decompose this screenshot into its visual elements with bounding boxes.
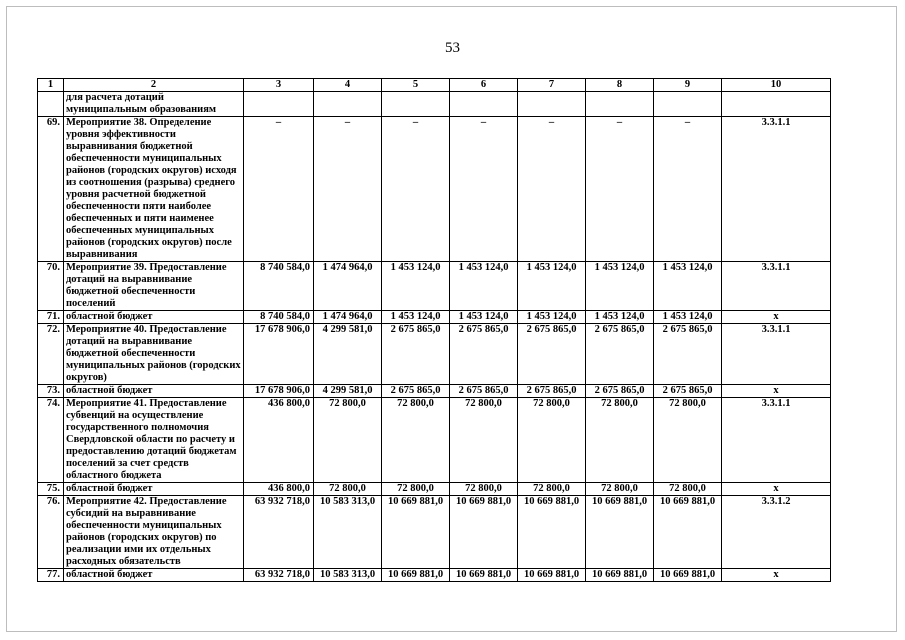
- value-cell: 2 675 865,0: [586, 385, 654, 398]
- header-cell: 4: [314, 79, 382, 92]
- value-cell: 72 800,0: [314, 483, 382, 496]
- row-name-cell: областной бюджет: [64, 483, 244, 496]
- table-row: [38, 398, 831, 483]
- value-cell: [244, 92, 314, 117]
- value-cell: 72 800,0: [654, 483, 722, 496]
- code-cell: 3.3.1.2: [722, 496, 831, 569]
- table-row: [38, 117, 831, 262]
- row-number-cell: 70.: [38, 262, 64, 311]
- value-cell: 1 453 124,0: [586, 311, 654, 324]
- value-cell: 72 800,0: [382, 398, 450, 483]
- value-cell: [518, 92, 586, 117]
- table-row: [38, 385, 831, 398]
- code-cell: x: [722, 311, 831, 324]
- value-cell: 8 740 584,0: [244, 262, 314, 311]
- header-cell: 9: [654, 79, 722, 92]
- value-cell: –: [314, 117, 382, 262]
- value-cell: –: [382, 117, 450, 262]
- row-name-cell: Мероприятие 41. Предоставление субвенций на осуществление государственного полномочия Свердловской области по расчету и предоставлению дотаций бюджетам поселений за счет средств областного бюджета: [64, 398, 244, 483]
- header-cell: 1: [38, 79, 64, 92]
- value-cell: –: [518, 117, 586, 262]
- value-cell: 72 800,0: [314, 398, 382, 483]
- table-row: [38, 262, 831, 311]
- value-cell: 1 453 124,0: [382, 262, 450, 311]
- value-cell: 72 800,0: [586, 483, 654, 496]
- value-cell: 10 669 881,0: [586, 496, 654, 569]
- header-cell: 8: [586, 79, 654, 92]
- page-number: 53: [445, 40, 460, 56]
- value-cell: 2 675 865,0: [450, 324, 518, 385]
- value-cell: 2 675 865,0: [654, 385, 722, 398]
- row-name-cell: Мероприятие 38. Определение уровня эффективности выравнивания бюджетной обеспеченности муниципальных районов (городских округов) исходя из соотношения (разрыва) среднего уровня расчетной бюджетной обеспеченности пяти наиболее обеспеченных и пяти наименее обеспеченных муниципальных районов (городских округов) после выравнивания: [64, 117, 244, 262]
- code-cell: x: [722, 385, 831, 398]
- value-cell: 10 583 313,0: [314, 496, 382, 569]
- row-name-cell: областной бюджет: [64, 385, 244, 398]
- value-cell: 1 453 124,0: [586, 262, 654, 311]
- value-cell: 4 299 581,0: [314, 324, 382, 385]
- row-number-cell: 75.: [38, 483, 64, 496]
- row-number-cell: 69.: [38, 117, 64, 262]
- value-cell: 63 932 718,0: [244, 496, 314, 569]
- header-cell: 3: [244, 79, 314, 92]
- row-name-cell: Мероприятие 40. Предоставление дотаций на выравнивание бюджетной обеспеченности муниципальных районов (городских округов): [64, 324, 244, 385]
- table-row: [38, 483, 831, 496]
- value-cell: 10 669 881,0: [586, 569, 654, 582]
- value-cell: 10 583 313,0: [314, 569, 382, 582]
- value-cell: 1 453 124,0: [654, 262, 722, 311]
- value-cell: 1 453 124,0: [654, 311, 722, 324]
- value-cell: 63 932 718,0: [244, 569, 314, 582]
- value-cell: 2 675 865,0: [382, 385, 450, 398]
- header-cell: 6: [450, 79, 518, 92]
- value-cell: –: [450, 117, 518, 262]
- value-cell: 1 474 964,0: [314, 311, 382, 324]
- value-cell: 72 800,0: [450, 483, 518, 496]
- value-cell: 2 675 865,0: [654, 324, 722, 385]
- header-cell: 7: [518, 79, 586, 92]
- value-cell: 436 800,0: [244, 483, 314, 496]
- row-name-cell: областной бюджет: [64, 569, 244, 582]
- value-cell: 72 800,0: [382, 483, 450, 496]
- value-cell: 10 669 881,0: [450, 496, 518, 569]
- row-name-cell: Мероприятие 39. Предоставление дотаций на выравнивание бюджетной обеспеченности поселений: [64, 262, 244, 311]
- table-row: [38, 324, 831, 385]
- value-cell: 1 474 964,0: [314, 262, 382, 311]
- table-row: [38, 311, 831, 324]
- code-cell: x: [722, 569, 831, 582]
- row-name-cell: областной бюджет: [64, 311, 244, 324]
- value-cell: [654, 92, 722, 117]
- value-cell: 8 740 584,0: [244, 311, 314, 324]
- header-cell: 2: [64, 79, 244, 92]
- value-cell: 1 453 124,0: [450, 311, 518, 324]
- code-cell: 3.3.1.1: [722, 117, 831, 262]
- header-row: [38, 79, 831, 92]
- value-cell: 10 669 881,0: [518, 496, 586, 569]
- value-cell: 436 800,0: [244, 398, 314, 483]
- row-number-cell: 71.: [38, 311, 64, 324]
- row-number-cell: 76.: [38, 496, 64, 569]
- value-cell: 2 675 865,0: [450, 385, 518, 398]
- value-cell: 72 800,0: [654, 398, 722, 483]
- table-row: [38, 92, 831, 117]
- code-cell: 3.3.1.1: [722, 324, 831, 385]
- value-cell: 10 669 881,0: [382, 569, 450, 582]
- value-cell: 2 675 865,0: [586, 324, 654, 385]
- value-cell: –: [244, 117, 314, 262]
- value-cell: 10 669 881,0: [654, 569, 722, 582]
- value-cell: 4 299 581,0: [314, 385, 382, 398]
- table-row: [38, 496, 831, 569]
- value-cell: 2 675 865,0: [518, 385, 586, 398]
- value-cell: 72 800,0: [450, 398, 518, 483]
- value-cell: 72 800,0: [586, 398, 654, 483]
- code-cell: 3.3.1.1: [722, 262, 831, 311]
- value-cell: 1 453 124,0: [518, 311, 586, 324]
- table-row: [38, 569, 831, 582]
- value-cell: 1 453 124,0: [518, 262, 586, 311]
- row-name-cell: Мероприятие 42. Предоставление субсидий на выравнивание обеспеченности муниципальных районов (городских округов) по реализации ими их отдельных расходных обязательств: [64, 496, 244, 569]
- row-number-cell: 77.: [38, 569, 64, 582]
- value-cell: 1 453 124,0: [450, 262, 518, 311]
- value-cell: 17 678 906,0: [244, 385, 314, 398]
- row-number-cell: 72.: [38, 324, 64, 385]
- value-cell: 10 669 881,0: [450, 569, 518, 582]
- value-cell: [314, 92, 382, 117]
- row-number-cell: 73.: [38, 385, 64, 398]
- code-cell: 3.3.1.1: [722, 398, 831, 483]
- value-cell: –: [654, 117, 722, 262]
- code-cell: [722, 92, 831, 117]
- value-cell: 10 669 881,0: [518, 569, 586, 582]
- code-cell: x: [722, 483, 831, 496]
- budget-table: [37, 78, 831, 582]
- value-cell: 2 675 865,0: [518, 324, 586, 385]
- row-number-cell: 74.: [38, 398, 64, 483]
- value-cell: 1 453 124,0: [382, 311, 450, 324]
- header-cell: 10: [722, 79, 831, 92]
- row-number-cell: [38, 92, 64, 117]
- value-cell: 72 800,0: [518, 483, 586, 496]
- header-cell: 5: [382, 79, 450, 92]
- value-cell: [450, 92, 518, 117]
- value-cell: 10 669 881,0: [382, 496, 450, 569]
- value-cell: –: [586, 117, 654, 262]
- value-cell: [586, 92, 654, 117]
- value-cell: 10 669 881,0: [654, 496, 722, 569]
- row-name-cell: для расчета дотаций муниципальным образованиям: [64, 92, 244, 117]
- value-cell: 17 678 906,0: [244, 324, 314, 385]
- value-cell: [382, 92, 450, 117]
- value-cell: 2 675 865,0: [382, 324, 450, 385]
- value-cell: 72 800,0: [518, 398, 586, 483]
